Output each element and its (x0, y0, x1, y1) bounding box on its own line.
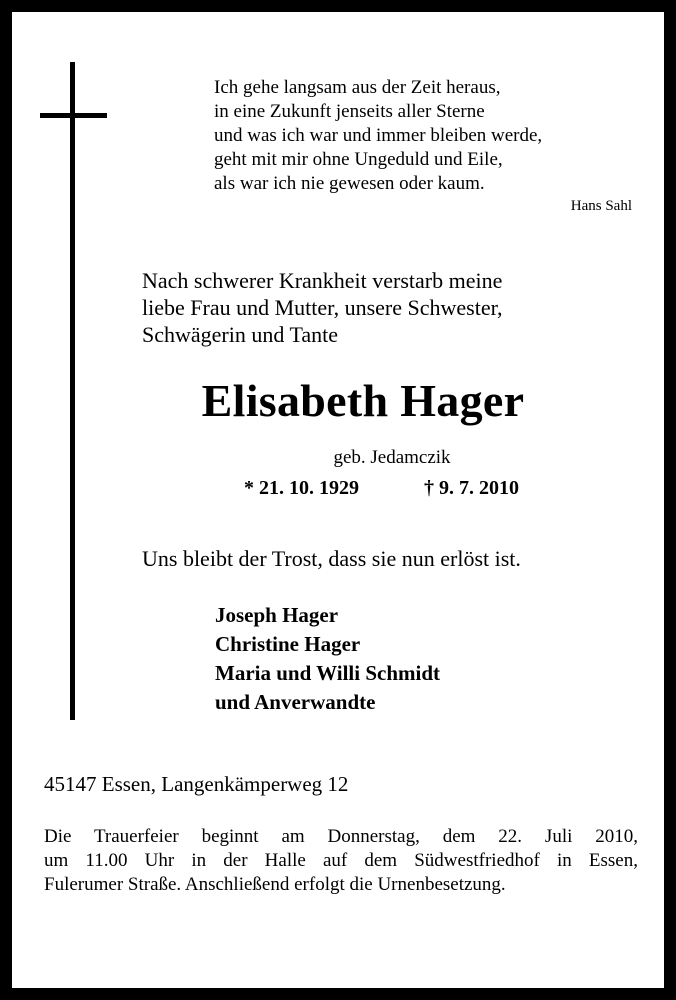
mourners-list (215, 601, 440, 717)
intro-line: liebe Frau und Mutter, unsere Schwester, (142, 295, 503, 320)
poem-author: Hans Sahl (570, 198, 632, 214)
poem-line: geht mit mir ohne Ungeduld und Eile, (214, 149, 503, 170)
intro-line: Schwägerin und Tante (142, 322, 339, 347)
address: 45147 Essen, Langenkämperweg 12 (44, 772, 349, 796)
obituary-card (12, 12, 664, 988)
birth-name: geb. Jedamczik (333, 447, 451, 468)
cross-icon-horizontal-bar (40, 113, 107, 118)
mourner-name: Maria und Willi Schmidt (215, 661, 441, 685)
notice-line: Fulerumer Straße. Anschließend erfolgt die Urnenbesetzung. (44, 874, 506, 895)
death-date: † 9. 7. 2010 (424, 477, 519, 499)
poem-line: als war ich nie gewesen oder kaum. (214, 173, 485, 194)
intro-line: Nach schwerer Krankheit verstarb meine (142, 268, 503, 293)
mourner-name: Joseph Hager (215, 603, 339, 627)
notice-line: um 11.00 Uhr in der Halle auf dem Südwestfriedhof in Essen, (44, 850, 638, 871)
consolation-text: Uns bleibt der Trost, dass sie nun erlöst ist. (142, 546, 521, 571)
poem-line: Ich gehe langsam aus der Zeit heraus, (214, 77, 501, 98)
funeral-notice (44, 825, 638, 897)
deceased-name: Elisabeth Hager (201, 375, 525, 426)
mourner-name: Christine Hager (215, 632, 361, 656)
intro-text (142, 267, 503, 348)
mourner-name: und Anverwandte (215, 690, 376, 714)
poem-line: in eine Zukunft jenseits aller Sterne (214, 101, 485, 122)
poem (214, 76, 542, 196)
birth-date: * 21. 10. 1929 (244, 477, 359, 499)
notice-line: Die Trauerfeier beginnt am Donnerstag, dem 22. Juli 2010, (44, 826, 638, 847)
poem-line: und was ich war und immer bleiben werde, (214, 125, 543, 146)
